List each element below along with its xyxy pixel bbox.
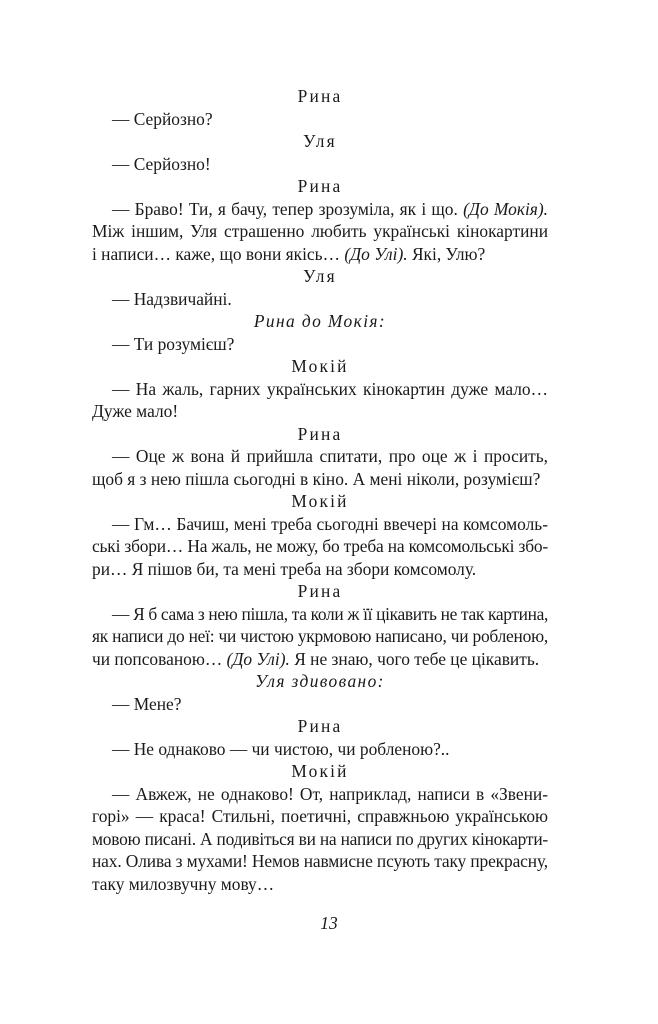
stage-direction: (До Улі). xyxy=(226,648,290,669)
text-line xyxy=(92,873,548,896)
text-line xyxy=(92,378,548,401)
text-segment: — Я б сама з нею пішла, та коли ж її цікавить не так картина, xyxy=(112,603,549,624)
text-line xyxy=(92,625,548,648)
text-line xyxy=(92,648,548,671)
text-segment: Між іншим, Уля страшенно любить українські кінокартини xyxy=(92,221,548,241)
text-segment: — Браво! Ти, я бачу, тепер зрозуміла, як і що. xyxy=(112,198,464,219)
stage-direction: (До Мокія). xyxy=(463,198,549,219)
dialogue-line: — Не однаково — чи чистою, чи робленою?.. xyxy=(112,738,450,759)
dialogue-paragraph xyxy=(92,198,548,266)
text-line xyxy=(92,558,548,581)
text-segment: — Авжеж, не однаково! От, наприклад, написи в «Звени- xyxy=(112,783,548,804)
speaker-name: Рина xyxy=(297,176,343,196)
speaker-name: Уля xyxy=(303,131,337,151)
text-line xyxy=(92,468,548,491)
text-segment: ри… Я пішов би, та мені треба на збори комсомолу. xyxy=(92,558,477,579)
dialogue-line: — Мене? xyxy=(112,693,182,714)
text-line xyxy=(92,198,548,221)
text-line xyxy=(92,828,548,851)
dialogue-paragraph xyxy=(92,378,548,423)
text-segment: ські збори… На жаль, не можу, бо треба на комсомольські збо- xyxy=(92,536,549,556)
speaker-name: Уля xyxy=(303,266,337,286)
stage-direction: (До Улі). xyxy=(344,243,408,264)
text-segment: чи попсованою… xyxy=(92,648,227,669)
text-segment: щоб я з нею пішла сьогодні в кіно. А мені ніколи, розумієш? xyxy=(92,468,541,489)
dialogue-line: — Серйозно? xyxy=(112,108,213,129)
text-segment: таку милозвучну мову… xyxy=(92,873,275,894)
text-line xyxy=(92,603,548,626)
text-line xyxy=(92,535,548,558)
text-segment: — Гм… Бачиш, мені треба сьогодні ввечері на комсомоль- xyxy=(112,513,548,534)
text-segment: Дуже мало! xyxy=(92,401,179,421)
text-segment: — Оце ж вона й прийшла спитати, про оце ж і просить, xyxy=(112,446,548,466)
text-line xyxy=(92,220,548,243)
dialogue-line: — Серйозно! xyxy=(112,153,211,174)
speaker-name: Рина xyxy=(297,581,343,601)
speaker-name: Мокій xyxy=(291,356,349,376)
text-line xyxy=(92,513,548,536)
text-line xyxy=(92,445,548,468)
text-line xyxy=(92,400,548,423)
text-segment: — На жаль, гарних українських кінокартин дуже мало… xyxy=(112,378,548,399)
dialogue-paragraph xyxy=(92,513,548,581)
text-line xyxy=(92,783,548,806)
speaker-name: Рина xyxy=(297,716,343,736)
dialogue-line: — Надзвичайні. xyxy=(112,288,232,309)
text-segment: і написи… каже, що вони якісь… xyxy=(92,243,345,264)
speaker-name: Рина xyxy=(297,86,343,106)
text-segment: як написи до неї: чи чистою укрмовою написано, чи робленою, xyxy=(92,626,549,646)
speaker-name: Уля здивовано: xyxy=(255,671,385,691)
page-text xyxy=(92,85,548,895)
page-number: 13 xyxy=(320,913,338,933)
text-segment: мовою писані. А подивіться ви на написи по других кінокарти- xyxy=(92,828,549,849)
speaker-name: Мокій xyxy=(291,761,349,781)
speaker-name: Мокій xyxy=(291,491,349,511)
speaker-name: Рина xyxy=(297,423,343,444)
text-line xyxy=(92,850,548,873)
dialogue-paragraph xyxy=(92,783,548,896)
text-segment: Я не знаю, чого тебе це цікавить. xyxy=(289,648,540,669)
text-line xyxy=(92,805,548,828)
text-line xyxy=(92,243,548,266)
text-segment: горі» — краса! Стильні, поетичні, справжньою українською xyxy=(92,806,548,826)
speaker-name: Рина до Мокія: xyxy=(253,311,387,331)
dialogue-line: — Ти розумієш? xyxy=(112,333,235,354)
text-segment: нах. Олива з мухами! Немов навмисне псують таку прекрасну, xyxy=(92,851,549,871)
dialogue-paragraph xyxy=(92,445,548,490)
dialogue-paragraph xyxy=(92,603,548,671)
text-segment: Які, Улю? xyxy=(407,243,486,264)
